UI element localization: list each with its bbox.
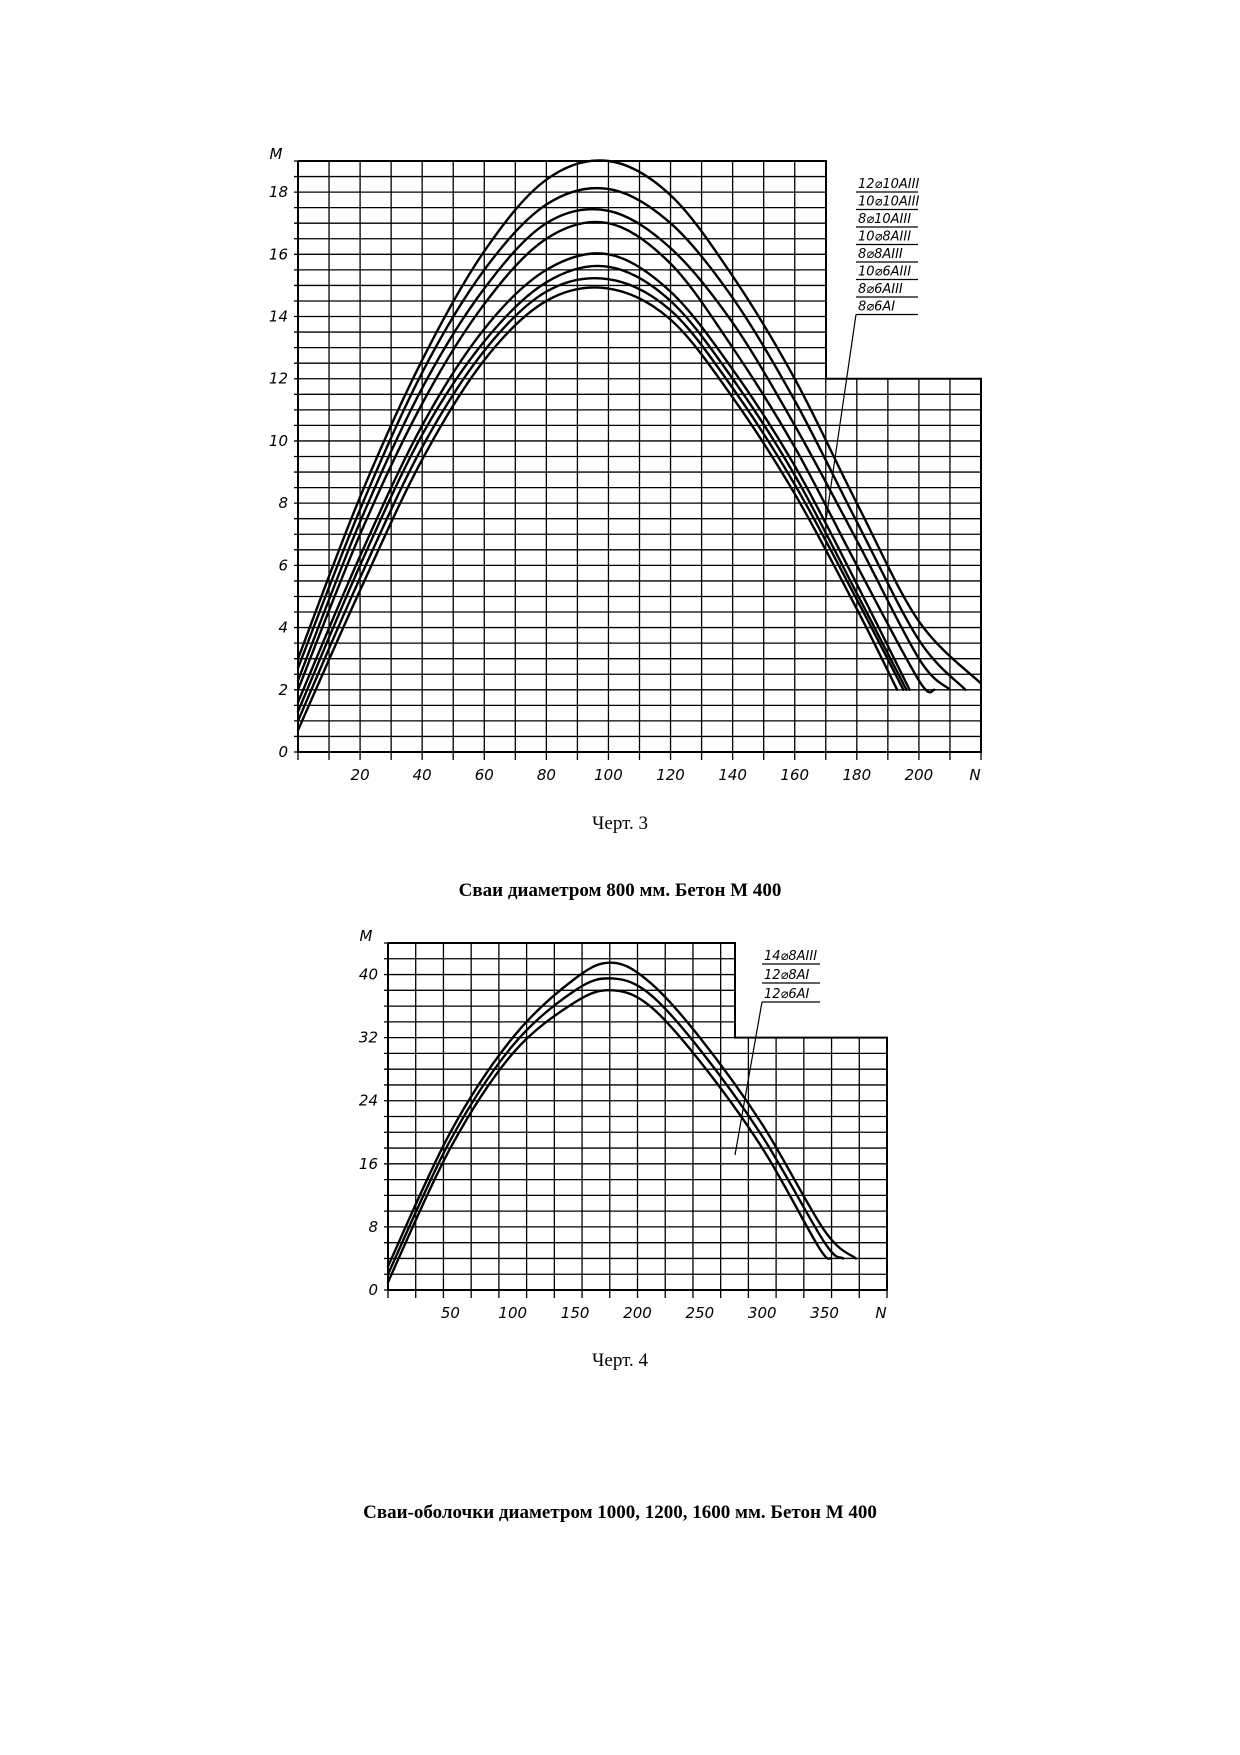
- chart4-y-tick-label: 16: [358, 1154, 378, 1173]
- chart3-x-tick-label: 40: [412, 766, 432, 784]
- chart4-x-ticks: [441, 1304, 839, 1322]
- chart3-y-axis-label: M: [269, 145, 283, 163]
- chart4-y-tick-label: 32: [358, 1028, 378, 1047]
- chart3-legend-label: 12⌀10AIII: [858, 177, 920, 192]
- chart4-x-tick-label: 100: [498, 1304, 528, 1322]
- chart3-x-tick-label: 140: [718, 766, 747, 784]
- chart4-y-tick-label: 24: [358, 1091, 378, 1110]
- chart3-legend-label: 8⌀6AI: [858, 299, 896, 315]
- chart4-y-tick-label: 8: [368, 1217, 378, 1236]
- chart3-x-tick-label: 120: [656, 766, 685, 784]
- chart3-legend-label: 10⌀6AIII: [858, 264, 912, 280]
- chart3-legend-label: 8⌀6AIII: [858, 282, 903, 297]
- chart3-y-tick-label: 12: [268, 369, 288, 388]
- chart3-x-tick-label: 160: [780, 766, 810, 784]
- chart4-legend-label: 12⌀6AI: [764, 987, 810, 1002]
- chart4-series-line-2: [388, 978, 843, 1274]
- chart3-y-tick-label: 16: [268, 245, 288, 264]
- chart3-x-tick-label: 20: [350, 766, 370, 784]
- chart3-x-tick-label: 200: [904, 766, 934, 784]
- chart-4: [0, 925, 1240, 1345]
- chart3-series-line-6: [298, 266, 906, 712]
- chart3-y-ticks: [269, 183, 288, 761]
- chart3-y-tick-label: 18: [268, 183, 288, 202]
- chart3-series-line-5: [298, 253, 910, 702]
- chart4-legend-label: 14⌀8AIII: [764, 949, 818, 964]
- chart4-x-tick-label: 250: [685, 1304, 715, 1322]
- chart4-x-tick-label: 350: [810, 1304, 839, 1322]
- chart4-series: [388, 963, 856, 1282]
- chart3-y-tick-label: 8: [278, 494, 288, 513]
- chart4-x-tick-label: 150: [560, 1304, 590, 1322]
- chart3-series-line-3: [298, 209, 950, 690]
- chart4-series-line-1: [388, 963, 856, 1267]
- chart3-y-tick-label: 0: [278, 743, 288, 761]
- chart3-x-axis-label: N: [969, 766, 981, 784]
- heading-piles-800: Сваи диаметром 800 мм. Бетон М 400: [458, 880, 782, 901]
- chart4-legend-label: 12⌀8AI: [764, 968, 810, 983]
- chart3-legend-label: 8⌀8AIII: [858, 247, 903, 262]
- chart3-x-tick-label: 180: [842, 766, 872, 784]
- chart4-y-tick-label: 0: [368, 1281, 378, 1299]
- chart4-x-tick-label: 50: [440, 1304, 460, 1322]
- caption-chart-3: Черт. 3: [592, 813, 648, 834]
- chart3-x-tick-label: 80: [536, 766, 556, 784]
- chart3-y-tick-label: 14: [268, 307, 288, 326]
- chart3-y-tick-label: 6: [278, 556, 288, 575]
- chart-3: [0, 140, 1240, 800]
- chart3-legend-label: 10⌀10AIII: [858, 194, 920, 210]
- chart4-x-axis-label: N: [875, 1304, 887, 1322]
- chart3-x-tick-label: 60: [474, 766, 494, 784]
- chart3-y-tick-label: 2: [278, 680, 288, 699]
- chart4-y-tick-label: 40: [358, 965, 378, 984]
- chart3-x-ticks: [351, 766, 934, 784]
- chart4-y-axis-label: M: [359, 927, 373, 945]
- chart3-x-tick-label: 100: [594, 766, 623, 784]
- caption-chart-4: Черт. 4: [592, 1350, 648, 1371]
- chart3-y-tick-label: 10: [268, 431, 288, 450]
- chart4-x-tick-label: 300: [747, 1304, 777, 1322]
- chart4-x-tick-label: 200: [623, 1304, 652, 1322]
- chart3-series-line-4: [298, 222, 934, 692]
- chart3-legend-label: 10⌀8AIII: [858, 229, 912, 245]
- chart3-y-tick-label: 4: [278, 618, 288, 637]
- chart3-legend-label: 8⌀10AIII: [858, 212, 912, 227]
- heading-shell-piles: Сваи-оболочки диаметром 1000, 1200, 1600 мм. Бетон М 400: [363, 1502, 877, 1523]
- chart4-y-ticks: [359, 966, 378, 1299]
